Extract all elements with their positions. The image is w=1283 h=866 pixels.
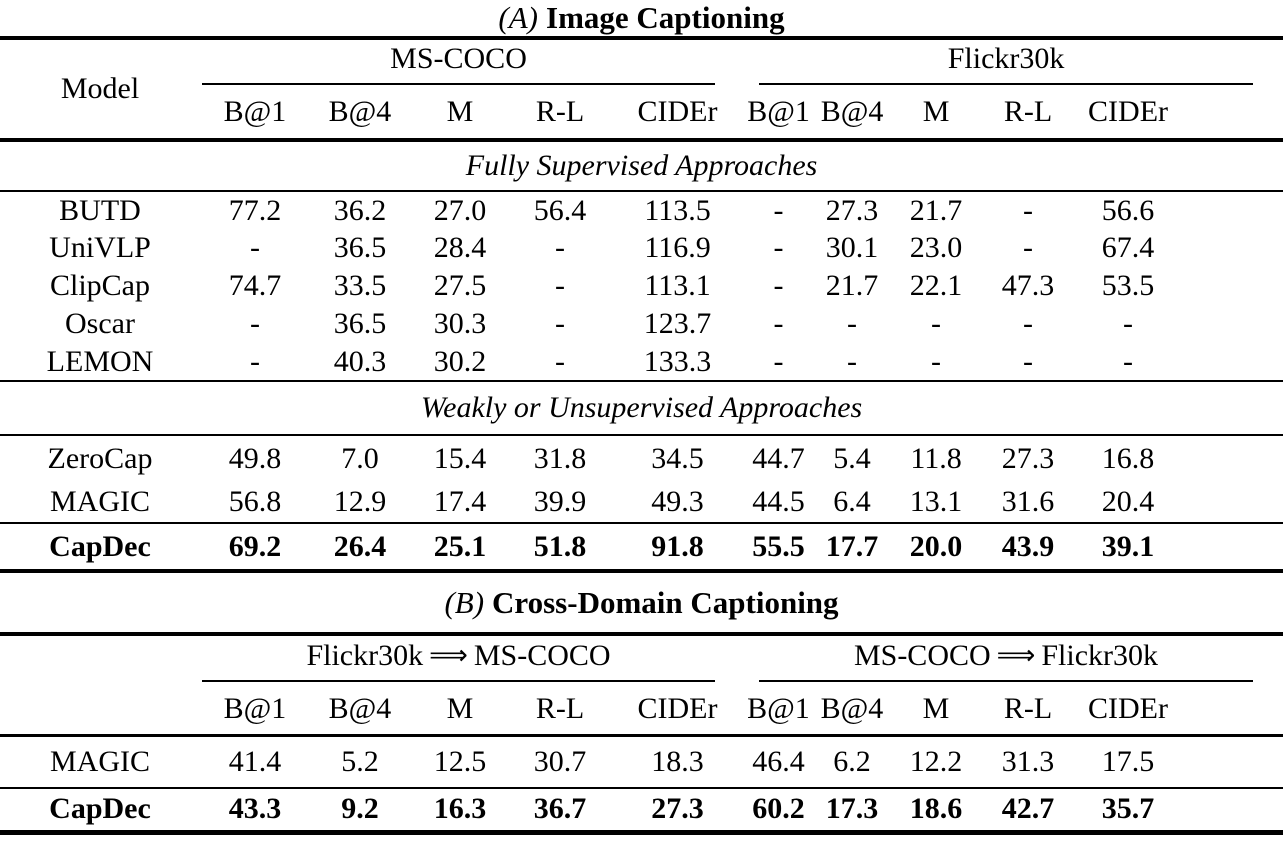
metric-cell: 35.7: [1101, 792, 1155, 826]
metric-cell: 27.5: [433, 269, 487, 302]
metric-header: CIDEr: [1088, 95, 1169, 128]
section-row: [0, 140, 1283, 191]
pad-cell: [1180, 305, 1283, 343]
model-name: ZeroCap: [47, 441, 153, 475]
metric-cell: 15.4: [433, 441, 487, 475]
metric-cell: 18.6: [909, 792, 963, 826]
metric-cell: 23.0: [909, 231, 963, 264]
metric-cell: 69.2: [228, 529, 282, 563]
metric-cell: 18.3: [651, 744, 704, 778]
metric-cell: 17.3: [825, 792, 879, 826]
metric-cell: 31.6: [1001, 484, 1055, 518]
metric-cell: 31.3: [1001, 744, 1055, 778]
metric-cell: 56.4: [533, 193, 587, 227]
metric-header: M: [922, 95, 950, 128]
metric-cell: 9.2: [341, 792, 379, 826]
metric-cell: 49.8: [228, 441, 282, 475]
pad-cell: [1180, 435, 1283, 481]
metric-header: B@4: [328, 692, 392, 726]
metric-cell: -: [773, 231, 784, 264]
table-row: [0, 735, 1283, 788]
metric-cell: 20.4: [1101, 484, 1155, 518]
metric-cell: 6.2: [833, 744, 871, 778]
model-name: BUTD: [59, 193, 141, 227]
table-row: [0, 343, 1283, 381]
metric-header: CIDEr: [637, 692, 718, 726]
pad-cell: [1180, 343, 1283, 381]
metric-cell: 30.3: [433, 307, 487, 340]
table-b: [0, 632, 1283, 835]
metric-cell: 30.2: [433, 344, 487, 378]
metric-cell: -: [931, 344, 942, 378]
metric-header: B@1: [223, 95, 287, 128]
group-header-row: [0, 634, 1283, 685]
metric-cell: 60.2: [752, 792, 805, 826]
model-column-header: Model: [60, 72, 140, 105]
metric-cell: 22.1: [909, 269, 963, 302]
metric-cell: -: [250, 307, 260, 340]
metric-cell: 36.2: [333, 193, 387, 227]
long-double-arrow-icon: ⟹: [429, 640, 468, 671]
metric-cell: 17.4: [433, 484, 487, 518]
metric-cell: -: [847, 344, 858, 378]
metric-cell: -: [1023, 231, 1034, 264]
metric-header: B@4: [328, 95, 392, 128]
metric-cell: 25.1: [433, 529, 487, 563]
pad-cell: [1180, 481, 1283, 523]
metric-header: R-L: [535, 692, 585, 726]
metric-cell: -: [555, 344, 565, 378]
metric-cell: 16.8: [1101, 441, 1155, 475]
pad-cell: [1180, 685, 1283, 735]
table-row: [0, 435, 1283, 481]
metric-cell: 12.5: [433, 744, 487, 778]
metric-cell: 113.1: [644, 269, 711, 302]
metric-cell: -: [250, 344, 260, 378]
metric-cell: -: [1023, 307, 1034, 340]
model-name: LEMON: [46, 344, 154, 378]
long-double-arrow-icon: ⟹: [996, 640, 1036, 671]
table-row: [0, 229, 1283, 267]
metric-cell: 47.3: [1001, 269, 1055, 302]
metric-cell: 27.3: [825, 193, 879, 227]
table-a-title: [0, 0, 1283, 36]
section-header: Fully Supervised Approaches: [465, 149, 818, 182]
metric-header: R-L: [535, 95, 585, 128]
table-a-title-prefix: (A): [498, 0, 539, 35]
model-name: CapDec: [49, 529, 151, 563]
metric-cell: 53.5: [1101, 269, 1155, 302]
metric-cell: 6.4: [833, 484, 871, 518]
model-name: Oscar: [65, 307, 135, 340]
model-name: MAGIC: [49, 484, 150, 518]
group-header-row: [0, 38, 1283, 86]
pad-cell: [1180, 86, 1283, 140]
metric-header: B@4: [820, 692, 884, 726]
metric-cell: 28.4: [433, 231, 487, 264]
metric-cell: 7.0: [341, 441, 379, 475]
highlight-row: [0, 788, 1283, 832]
metric-cell: -: [250, 231, 260, 264]
metric-cell: 116.9: [644, 231, 711, 264]
metric-cell: 36.5: [333, 231, 387, 264]
metric-cell: 56.6: [1101, 193, 1155, 227]
metric-cell: 12.9: [333, 484, 387, 518]
metric-cell: 44.5: [752, 484, 805, 518]
metric-cell: 36.5: [333, 307, 387, 340]
table-a: [0, 36, 1283, 573]
group-label-underline: [759, 639, 1253, 682]
group-source: MS-COCO: [853, 639, 991, 672]
metric-cell: 33.5: [333, 269, 387, 302]
metric-cell: 21.7: [825, 269, 879, 302]
metric-cell: 56.8: [228, 484, 282, 518]
metric-cell: -: [773, 269, 784, 302]
metric-cell: -: [931, 307, 942, 340]
metric-cell: 11.8: [910, 441, 962, 475]
metric-cell: -: [773, 344, 784, 378]
metric-cell: 17.5: [1101, 744, 1155, 778]
metric-cell: 34.5: [651, 441, 704, 475]
group-source: Flickr30k: [306, 639, 424, 672]
metric-cell: 5.4: [833, 441, 871, 475]
table-row: [0, 305, 1283, 343]
metric-cell: 27.0: [433, 193, 487, 227]
group-header-flickr-to-coco: [200, 634, 745, 685]
metric-header: CIDEr: [1088, 692, 1168, 726]
table-row: [0, 481, 1283, 523]
metric-cell: -: [555, 307, 565, 340]
group-label-underline: MS-COCO: [202, 42, 715, 85]
section-row: [0, 381, 1283, 435]
pad-cell: [1180, 523, 1283, 571]
pad-cell: [1180, 229, 1283, 267]
table-row: [0, 267, 1283, 305]
metric-cell: 123.7: [643, 307, 712, 340]
metric-cell: 44.7: [752, 441, 805, 475]
metric-cell: 49.3: [651, 484, 704, 518]
metric-cell: 74.7: [228, 269, 282, 302]
group-target: MS-COCO: [473, 639, 611, 672]
metric-cell: 21.7: [909, 193, 963, 227]
group-header-flickr30k: [745, 38, 1283, 86]
model-name: UniVLP: [49, 231, 151, 264]
metric-cell: -: [1023, 193, 1034, 227]
metric-cell: 20.0: [909, 529, 963, 563]
metric-header: B@1: [747, 692, 810, 726]
highlight-row: [0, 523, 1283, 571]
metric-header: M: [446, 692, 474, 726]
metric-cell: 43.9: [1001, 529, 1055, 563]
group-label-underline: [202, 639, 715, 682]
metric-cell: 113.5: [644, 193, 711, 227]
pad-cell: [1180, 267, 1283, 305]
metric-cell: 42.7: [1001, 792, 1055, 826]
model-name: ClipCap: [49, 269, 150, 302]
metric-cell: 43.3: [228, 792, 282, 826]
metric-cell: 40.3: [333, 344, 387, 378]
table-a-title-text: Image Captioning: [546, 0, 785, 35]
metric-header: R-L: [1003, 692, 1053, 726]
metric-cell: 46.4: [752, 744, 805, 778]
metric-cell: 30.7: [533, 744, 587, 778]
pad-cell: [1180, 788, 1283, 832]
metric-cell: -: [773, 307, 784, 340]
table-b-title: [0, 573, 1283, 632]
metric-cell: 17.7: [825, 529, 879, 563]
metric-cell: 91.8: [651, 529, 704, 563]
metric-cell: -: [555, 231, 565, 264]
metric-cell: 27.3: [1001, 441, 1055, 475]
metric-cell: 41.4: [228, 744, 282, 778]
metric-cell: 26.4: [333, 529, 387, 563]
metric-cell: 30.1: [825, 231, 879, 264]
metric-cell: 133.3: [643, 344, 712, 378]
table-b-title-text: Cross-Domain Captioning: [492, 585, 839, 620]
group-header-ms-coco: [200, 38, 745, 86]
metric-cell: 5.2: [341, 744, 379, 778]
metric-cell: 39.1: [1101, 529, 1155, 563]
metric-header: CIDEr: [637, 95, 718, 128]
metric-cell: -: [1123, 344, 1134, 378]
metric-cell: 67.4: [1101, 231, 1155, 264]
group-header-coco-to-flickr: [745, 634, 1283, 685]
metric-cell: -: [555, 269, 565, 302]
metric-header: R-L: [1003, 95, 1053, 128]
metric-cell: 39.9: [533, 484, 587, 518]
metric-header: B@1: [747, 95, 810, 128]
section-header: Weakly or Unsupervised Approaches: [420, 391, 863, 424]
empty-header-cell: [0, 634, 200, 735]
table-row: [0, 191, 1283, 229]
model-name: MAGIC: [49, 744, 150, 778]
metric-cell: 36.7: [533, 792, 587, 826]
metric-header: M: [446, 95, 474, 128]
metric-cell: 51.8: [533, 529, 587, 563]
metric-header: M: [922, 692, 950, 726]
metric-cell: 55.5: [752, 529, 805, 563]
metric-cell: 13.1: [909, 484, 963, 518]
metric-header: B@4: [820, 95, 884, 128]
table-b-title-prefix: (B): [444, 585, 485, 620]
metric-cell: -: [1123, 307, 1134, 340]
metric-cell: 31.8: [533, 441, 587, 475]
model-name: CapDec: [49, 792, 151, 826]
metric-cell: 77.2: [228, 193, 282, 227]
metric-cell: 16.3: [433, 792, 487, 826]
pad-cell: [1180, 191, 1283, 229]
metric-cell: 27.3: [651, 792, 704, 826]
group-target: Flickr30k: [1041, 639, 1159, 672]
metric-cell: -: [847, 307, 858, 340]
group-label-underline: Flickr30k: [759, 42, 1253, 85]
pad-cell: [1180, 735, 1283, 788]
metric-cell: -: [1023, 344, 1034, 378]
metric-cell: -: [773, 193, 784, 227]
metric-header: B@1: [223, 692, 287, 726]
metric-cell: 12.2: [909, 744, 963, 778]
